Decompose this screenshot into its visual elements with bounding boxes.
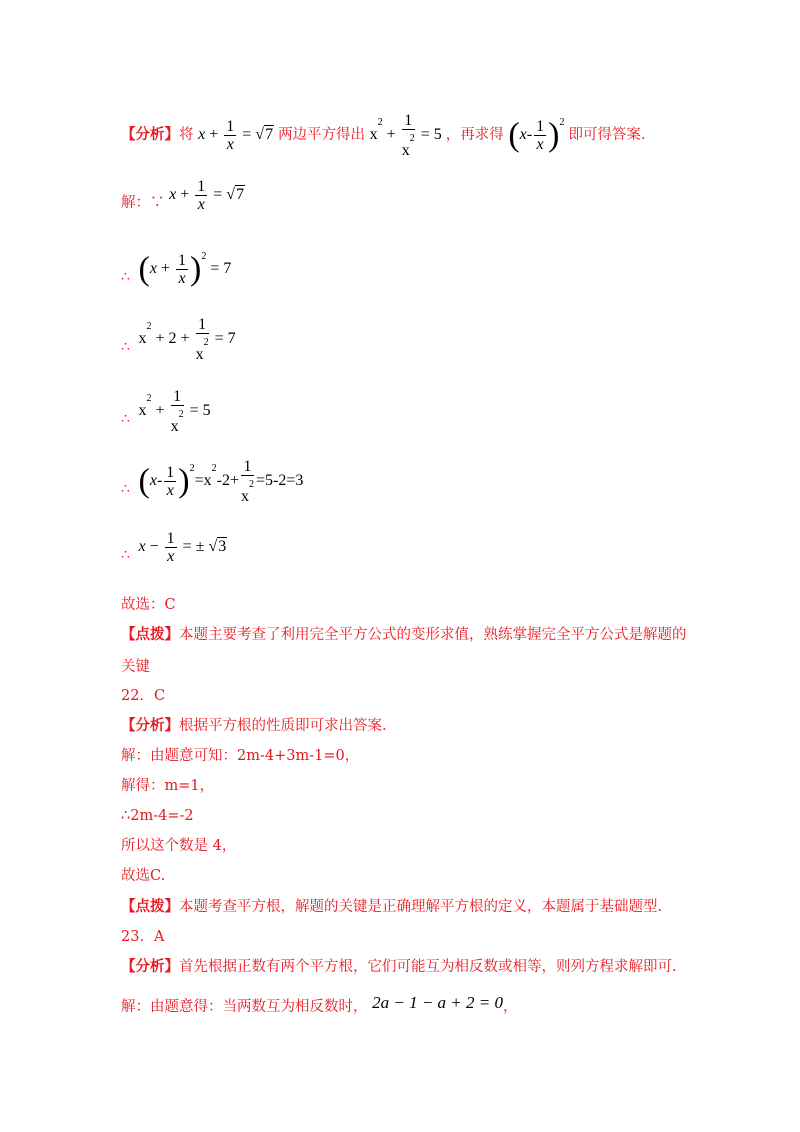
q21-hint-continued: 关键 — [121, 659, 150, 675]
q21-step-1: ∴ (x + $\frac{1}{x}$ )$^2$ = 7 — [121, 250, 232, 288]
formula-x-plus-1-over-x: x + $\frac{1}{x}$ = √7 — [198, 118, 274, 153]
formula-x2-plus-1-over-x2: $x^2$ + $\frac{1}{x^2}$ = 5 — [369, 112, 442, 159]
q21-solution-start: 解：∵ x + $\frac{1}{x}$ = √7 — [121, 178, 245, 213]
formula-sum-eq-5: $x^2$ + $\frac{1}{x^2}$ = 5 — [138, 388, 211, 435]
formula-given: x + $\frac{1}{x}$ = √7 — [169, 178, 245, 213]
q21-step-5: ∴ x − $\frac{1}{x}$ = ± √3 — [121, 530, 227, 565]
hint-tag: 【点拨】 — [121, 626, 179, 643]
q22-line-1: 解：由题意可知：2m-4+3m-1=0， — [121, 748, 360, 764]
q22-line-4: 所以这个数是 4， — [121, 838, 237, 854]
q22-line-2: 解得：m=1， — [121, 778, 215, 794]
q21-step-4: ∴ (x- $\frac{1}{x}$ )$^2=x^2-2+$ $\frac{1}{x^2}$ =5-2=3 — [121, 458, 304, 505]
q23-analysis: 【分析】首先根据正数有两个平方根，它们可能互为相反数或相等，则列方程求解即可. — [121, 958, 677, 975]
formula-x-minus-1-over-x-squared: (x- $\frac{1}{x}$ )$^2$ — [508, 116, 565, 154]
q22-line-3: ∴2m-4=-2 — [121, 808, 194, 824]
analysis-tag: 【分析】 — [121, 126, 179, 144]
q21-hint: 【点拨】本题主要考查了利用完全平方公式的变形求值，熟练掌握完全平方公式是解题的 — [121, 626, 687, 643]
formula-square-eq-7: (x + $\frac{1}{x}$ )$^2$ = 7 — [138, 250, 232, 288]
q21-step-3: ∴ $x^2$ + $\frac{1}{x^2}$ = 5 — [121, 388, 211, 435]
q22-analysis: 【分析】根据平方根的性质即可求出答案. — [121, 717, 387, 734]
formula-result: x − $\frac{1}{x}$ = ± √3 — [138, 530, 227, 565]
q22-number: 22．C — [121, 688, 166, 704]
formula-expand-eq-7: $x^2 + 2$ + $\frac{1}{x^2}$ = 7 — [138, 316, 236, 363]
formula-difference-square: (x- $\frac{1}{x}$ )$^2=x^2-2+$ $\frac{1}{x^2}$ =5-2=3 — [138, 458, 304, 505]
formula-equation: 2a − 1 − a + 2 = 0 — [372, 993, 503, 1012]
q23-line-1: 解：由题意得：当两数互为相反数时， 2a − 1 − a + 2 = 0， — [121, 993, 518, 1015]
analysis-tag: 【分析】 — [121, 717, 179, 734]
q21-step-2: ∴ $x^2 + 2$ + $\frac{1}{x^2}$ = 7 — [121, 316, 236, 363]
hint-tag: 【点拨】 — [121, 898, 179, 915]
q21-choice: 故选：C — [121, 597, 176, 613]
q23-number: 23．A — [121, 929, 165, 945]
q22-line-5: 故选C. — [121, 868, 166, 884]
q22-hint: 【点拨】本题考查平方根，解题的关键是正确理解平方根的定义，本题属于基础题型. — [121, 898, 663, 915]
q21-analysis-line: 【分析】将 x + $\frac{1}{x}$ = √7 两边平方得出 $x^2$ + $\frac{1}{x^2}$ = 5 ，再求得 (x- $\frac{1}{x}$ )$^2$ 即可得答案. — [121, 112, 646, 159]
analysis-tag: 【分析】 — [121, 958, 179, 975]
